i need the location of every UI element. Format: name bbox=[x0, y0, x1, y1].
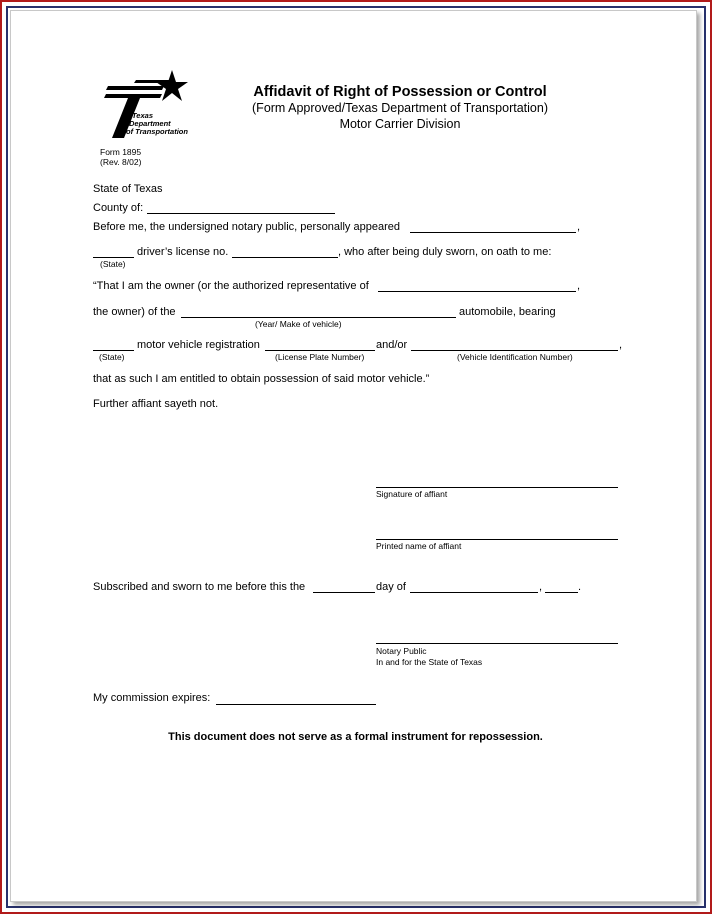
license-plate-blank[interactable] bbox=[265, 350, 375, 351]
document-title: Affidavit of Right of Possession or Control bbox=[253, 84, 547, 100]
entitled-text: that as such I am entitled to obtain possession of said motor vehicle.” bbox=[93, 373, 430, 385]
that-i-am-text: “That I am the owner (or the authorized representative of bbox=[93, 280, 369, 292]
logo-line-1: Texas bbox=[132, 111, 153, 120]
signature-label: Signature of affiant bbox=[376, 489, 448, 499]
logo-line-2: Department bbox=[129, 119, 171, 128]
vin-caption: (Vehicle Identification Number) bbox=[457, 352, 573, 362]
document-subtitle: (Form Approved/Texas Department of Transportation) bbox=[252, 101, 548, 115]
state-caption-2: (State) bbox=[99, 352, 125, 362]
state-caption-1: (State) bbox=[100, 259, 126, 269]
printed-name-line[interactable] bbox=[376, 539, 618, 540]
state-heading: State of Texas bbox=[93, 183, 163, 195]
registration-state-blank[interactable] bbox=[93, 350, 134, 351]
comma-3: , bbox=[619, 339, 623, 351]
day-of-text: day of bbox=[376, 581, 406, 593]
who-after-text: , who after being duly sworn, on oath to me: bbox=[338, 246, 552, 258]
license-state-blank[interactable] bbox=[93, 257, 134, 258]
day-blank[interactable] bbox=[313, 592, 375, 593]
and-or-text: and/or bbox=[376, 339, 408, 351]
commission-expires-text: My commission expires: bbox=[93, 692, 211, 704]
division-name: Motor Carrier Division bbox=[339, 117, 461, 131]
county-label: County of: bbox=[93, 202, 144, 214]
document-page bbox=[10, 10, 697, 902]
further-affiant-text: Further affiant sayeth not. bbox=[93, 398, 219, 410]
printed-name-label: Printed name of affiant bbox=[376, 541, 462, 551]
notary-public-label: Notary Public bbox=[376, 646, 427, 656]
license-number-blank[interactable] bbox=[232, 257, 338, 258]
county-blank[interactable] bbox=[147, 213, 335, 214]
date-period: . bbox=[578, 581, 582, 593]
year-make-blank[interactable] bbox=[181, 317, 456, 318]
notary-signature-line[interactable] bbox=[376, 643, 618, 644]
signature-line[interactable] bbox=[376, 487, 618, 488]
disclaimer-text: This document does not serve as a formal instrument for repossession. bbox=[168, 731, 543, 743]
before-me-text: Before me, the undersigned notary public, personally appeared bbox=[93, 221, 400, 233]
year-blank[interactable] bbox=[545, 592, 578, 593]
owner-of-the-text: the owner) of the bbox=[93, 306, 176, 318]
owner-name-blank[interactable] bbox=[378, 291, 576, 292]
automobile-bearing-text: automobile, bearing bbox=[459, 306, 556, 318]
appeared-name-blank[interactable] bbox=[410, 232, 576, 233]
month-blank[interactable] bbox=[410, 592, 538, 593]
form-number: Form 1895 bbox=[100, 147, 142, 157]
license-plate-caption: (License Plate Number) bbox=[275, 352, 365, 362]
notary-state-label: In and for the State of Texas bbox=[376, 657, 483, 667]
vin-blank[interactable] bbox=[411, 350, 618, 351]
form-revision: (Rev. 8/02) bbox=[100, 157, 142, 167]
comma-2: , bbox=[577, 280, 581, 292]
comma-1: , bbox=[577, 221, 581, 233]
commission-expires-blank[interactable] bbox=[216, 704, 376, 705]
txdot-logo bbox=[92, 60, 202, 140]
date-comma: , bbox=[539, 581, 543, 593]
logo-line-3: of Transportation bbox=[126, 127, 188, 136]
motor-vehicle-registration-text: motor vehicle registration bbox=[137, 339, 260, 351]
subscribed-text: Subscribed and sworn to me before this the bbox=[93, 581, 306, 593]
year-make-caption: (Year/ Make of vehicle) bbox=[255, 319, 342, 329]
drivers-license-text: driver’s license no. bbox=[137, 246, 229, 258]
